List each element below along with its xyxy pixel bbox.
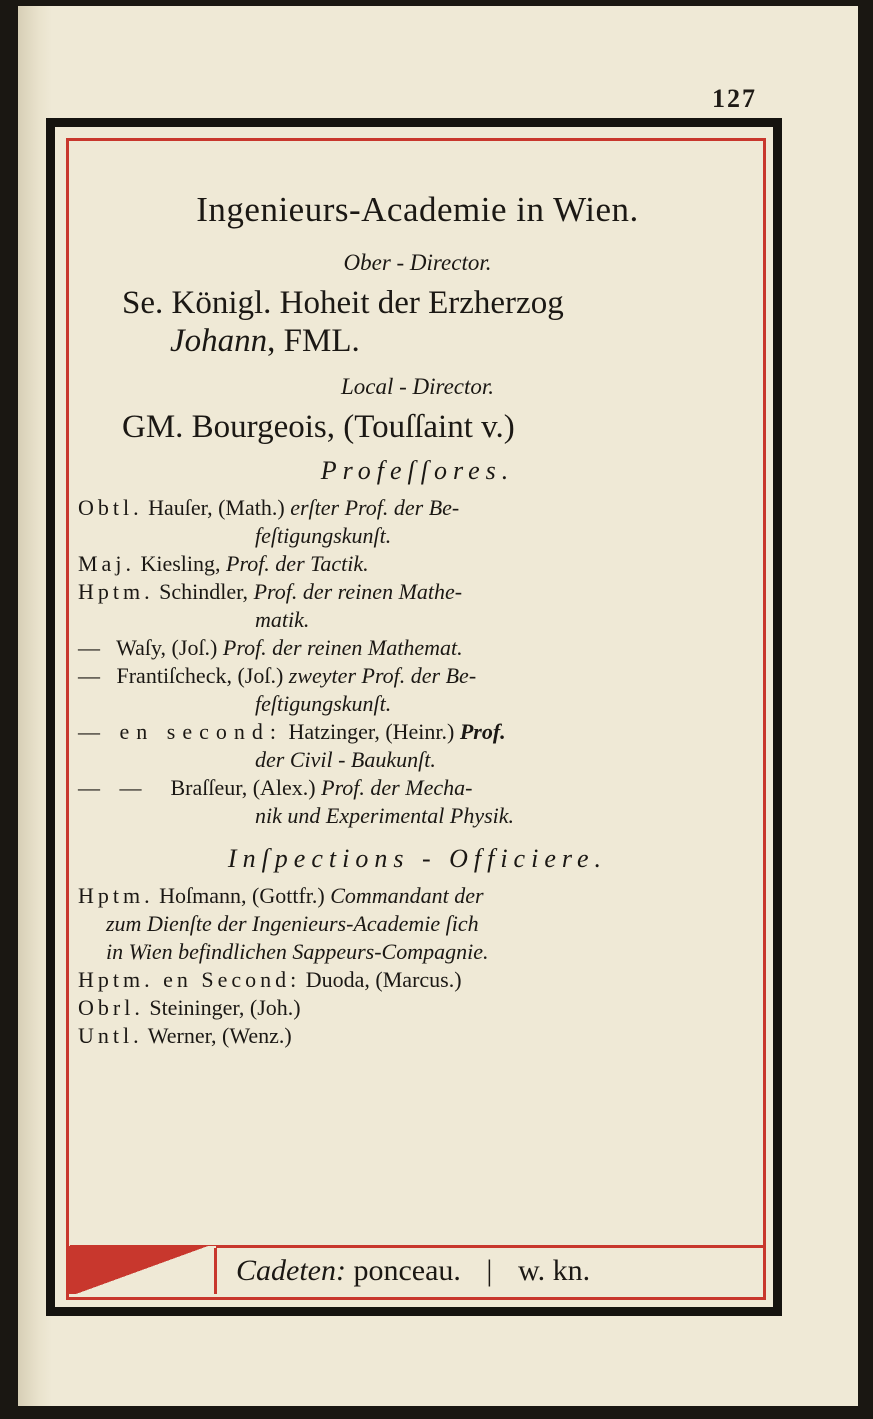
local-director-name: GM. Bourgeois, (Touſſaint v.): [122, 409, 515, 445]
entry-continuation: zum Dienſte der Ingenieurs-Academie ſich: [106, 911, 479, 936]
inspection-entry: [70, 994, 765, 1022]
entry-desc: Prof. der Tactik.: [226, 551, 369, 576]
professores-heading: Profeſſores.: [320, 456, 515, 485]
entry-name: Hauſer, (Math.): [148, 495, 285, 520]
entry-continuation: feſtigungskunſt.: [255, 523, 392, 548]
entry-rank: — en second:: [78, 719, 283, 744]
local-director-heading: Local - Director.: [340, 374, 495, 399]
entry-desc: Prof. der reinen Mathe-: [253, 579, 463, 604]
entry-rank: Maj.: [78, 551, 135, 576]
entry-name: Hatzinger, (Heinr.): [288, 719, 455, 744]
entry-name: Hoſmann, (Gottfr.): [159, 883, 325, 908]
entry-desc: erſter Prof. der Be-: [290, 495, 460, 520]
page-content: [70, 190, 765, 1050]
footer-divider: |: [486, 1254, 493, 1287]
entry-rank: — —: [78, 775, 149, 800]
ober-director-name: Johann: [170, 323, 268, 359]
professor-entry: [70, 718, 765, 746]
inspection-entry: [70, 882, 765, 910]
entry-rank: Untl.: [78, 1023, 143, 1048]
ober-director-line1: Se. Königl. Hoheit der Erzherzog: [122, 285, 564, 321]
ober-director-heading: Ober - Director.: [343, 250, 492, 275]
entry-name: Schindler,: [159, 579, 249, 604]
entry-rank: Hptm. en Second:: [78, 967, 301, 992]
uniform-footer: [236, 1254, 590, 1288]
entry-continuation: der Civil - Baukunſt.: [255, 747, 436, 772]
inspection-entry: [70, 966, 765, 994]
entry-rank: Hptm.: [78, 579, 154, 604]
entry-desc: Commandant der: [330, 883, 484, 908]
footer-buttons: w. kn.: [517, 1254, 591, 1287]
footer-separator: [214, 1248, 217, 1294]
professor-entry: [70, 550, 765, 578]
inspections-heading: Inſpections - Officiere.: [227, 844, 608, 873]
entry-name: Steininger, (Joh.): [149, 995, 301, 1020]
entry-continuation: matik.: [255, 607, 310, 632]
professor-entry: [70, 494, 765, 522]
entry-rank: Hptm.: [78, 883, 154, 908]
footer-color: ponceau.: [353, 1254, 461, 1287]
entry-name: Duoda, (Marcus.): [305, 967, 462, 992]
entry-desc: Prof. der reinen Mathemat.: [222, 635, 463, 660]
inspection-entry: [70, 1022, 765, 1050]
footer-label: Cadeten:: [236, 1254, 346, 1287]
professor-entry: [70, 662, 765, 690]
entry-continuation: nik und Experimental Physik.: [255, 803, 515, 828]
entry-rank: —: [78, 663, 100, 688]
entry-rank: Obrl.: [78, 995, 144, 1020]
entry-rank: —: [78, 635, 100, 660]
entry-continuation: feſtigungskunſt.: [255, 691, 392, 716]
entry-continuation: in Wien befindlichen Sappeurs-Compagnie.: [106, 939, 489, 964]
entry-name: Waſy, (Joſ.): [116, 635, 218, 660]
entry-name: Werner, (Wenz.): [147, 1023, 292, 1048]
entry-desc: zweyter Prof. der Be-: [288, 663, 477, 688]
page-title: Ingenieurs-Academie in Wien.: [196, 190, 639, 229]
entry-name: Braſſeur, (Alex.): [170, 775, 316, 800]
entry-name: Kiesling,: [140, 551, 221, 576]
ober-director-rank: , FML.: [267, 323, 360, 359]
professor-entry: [70, 634, 765, 662]
professor-entry: [70, 578, 765, 606]
color-swatch: [68, 1246, 216, 1294]
page-number: 127: [712, 84, 757, 113]
entry-desc: Prof. der Mecha-: [321, 775, 473, 800]
entry-desc: Prof.: [459, 719, 506, 744]
entry-name: Frantiſcheck, (Joſ.): [116, 663, 284, 688]
entry-rank: Obtl.: [78, 495, 143, 520]
professor-entry: [70, 774, 765, 802]
ober-director-line2: [70, 322, 765, 360]
